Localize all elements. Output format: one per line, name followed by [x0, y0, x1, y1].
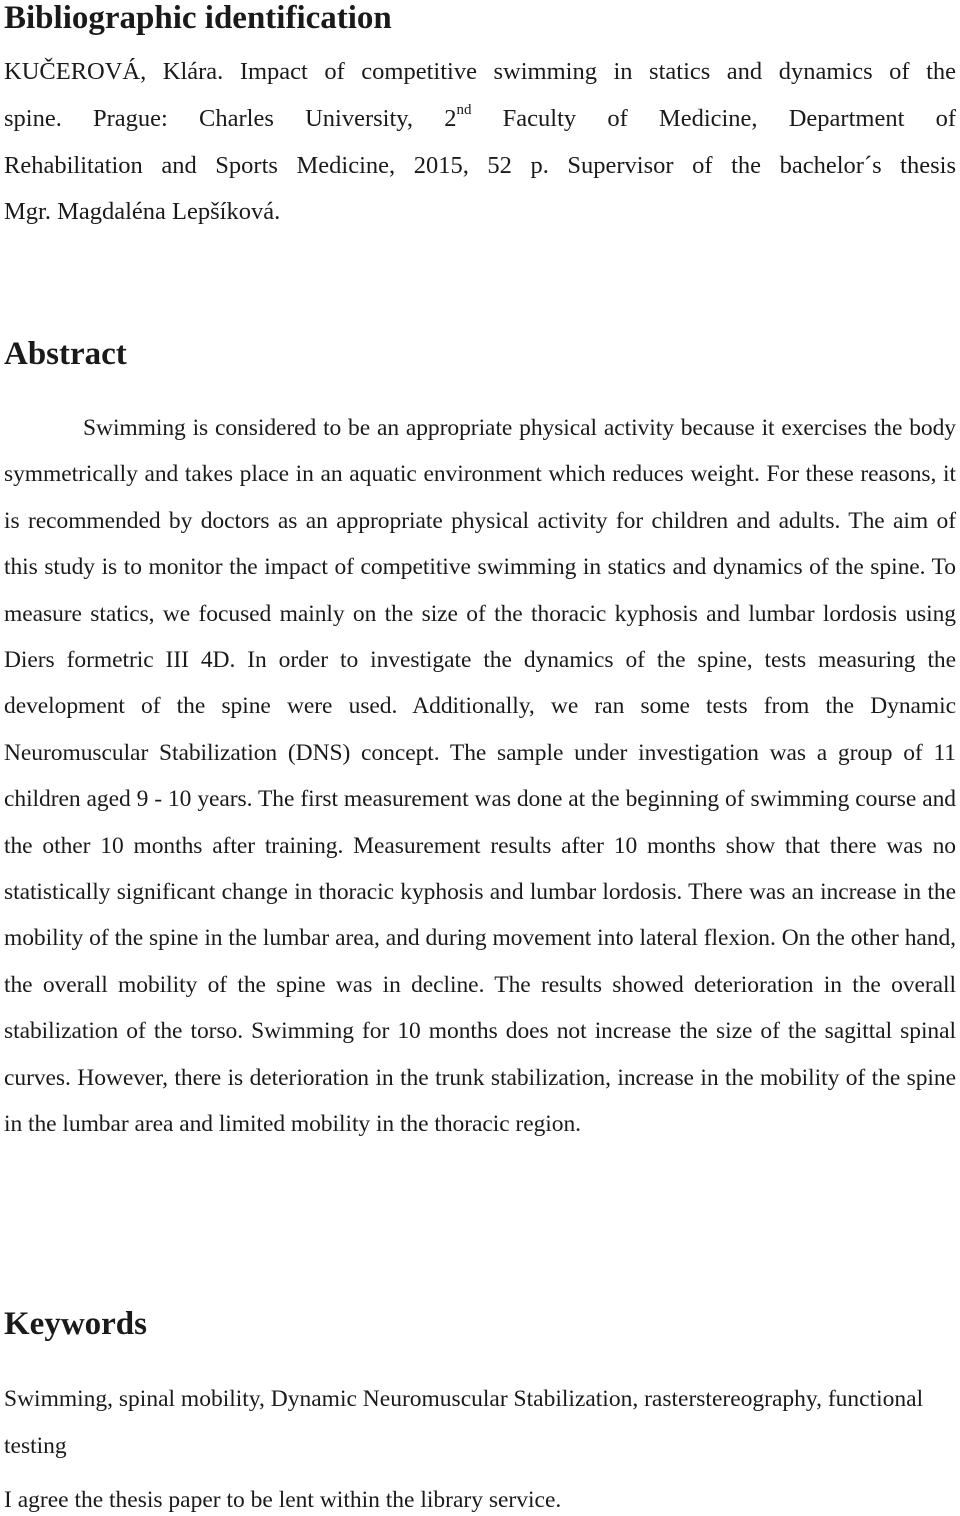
bibliographic-line-2-start: spine. Prague: Charles University, 2: [4, 105, 457, 132]
library-consent-statement: I agree the thesis paper to be lent within the library service.: [4, 1487, 562, 1513]
keywords-heading: Keywords: [4, 1306, 147, 1342]
bibliographic-line-3: Rehabilitation and Sports Medicine, 2015, 52 p. Supervisor of the bachelor´s thesis: [4, 152, 956, 179]
abstract-heading: Abstract: [4, 336, 127, 372]
bibliographic-line-2: [4, 104, 956, 134]
bibliographic-heading: Bibliographic identification: [4, 0, 392, 36]
keywords-text: Swimming, spinal mobility, Dynamic Neuromuscular Stabilization, rasterstereography, functional testing: [4, 1386, 924, 1459]
bibliographic-line-4: Mgr. Magdaléna Lepšíková.: [4, 198, 281, 225]
abstract-text: Swimming is considered to be an appropriate physical activity because it exercises the body symmetrically and takes place in an aquatic environment which reduces weight. For these reasons, it is recommended by doctors as an appropriate physical activity for children and adults. The aim of this study is to monitor the impact of competitive swimming in statics and dynamics of the spine. To measure statics, we focused mainly on the size of the thoracic kyphosis and lumbar lordosis using Diers formetric III 4D. In order to investigate the dynamics of the spine, tests measuring the development of the spine were used. Additionally, we ran some tests from the Dynamic Neuromuscular Stabilization (DNS) concept. The sample under investigation was a group of 11 children aged 9 - 10 years. The first measurement was done at the beginning of swimming course and the other 10 months after training. Measurement results after 10 months show that there was no statistically significant change in thoracic kyphosis and lumbar lordosis. There was an increase in the mobility of the spine in the lumbar area, and during movement into lateral flexion. On the other hand, the overall mobility of the spine was in decline. The results showed deterioration in the overall stabilization of the torso. Swimming for 10 months does not increase the size of the sagittal spinal curves. However, there is deterioration in the trunk stabilization, increase in the mobility of the spine in the lumbar area and limited mobility in the thoracic region.: [4, 415, 956, 1138]
bibliographic-line-1: KUČEROVÁ, Klára. Impact of competitive swimming in statics and dynamics of the: [4, 58, 956, 85]
bibliographic-line-2-end: Faculty of Medicine, Department of: [471, 105, 956, 132]
ordinal-superscript: nd: [456, 102, 472, 118]
